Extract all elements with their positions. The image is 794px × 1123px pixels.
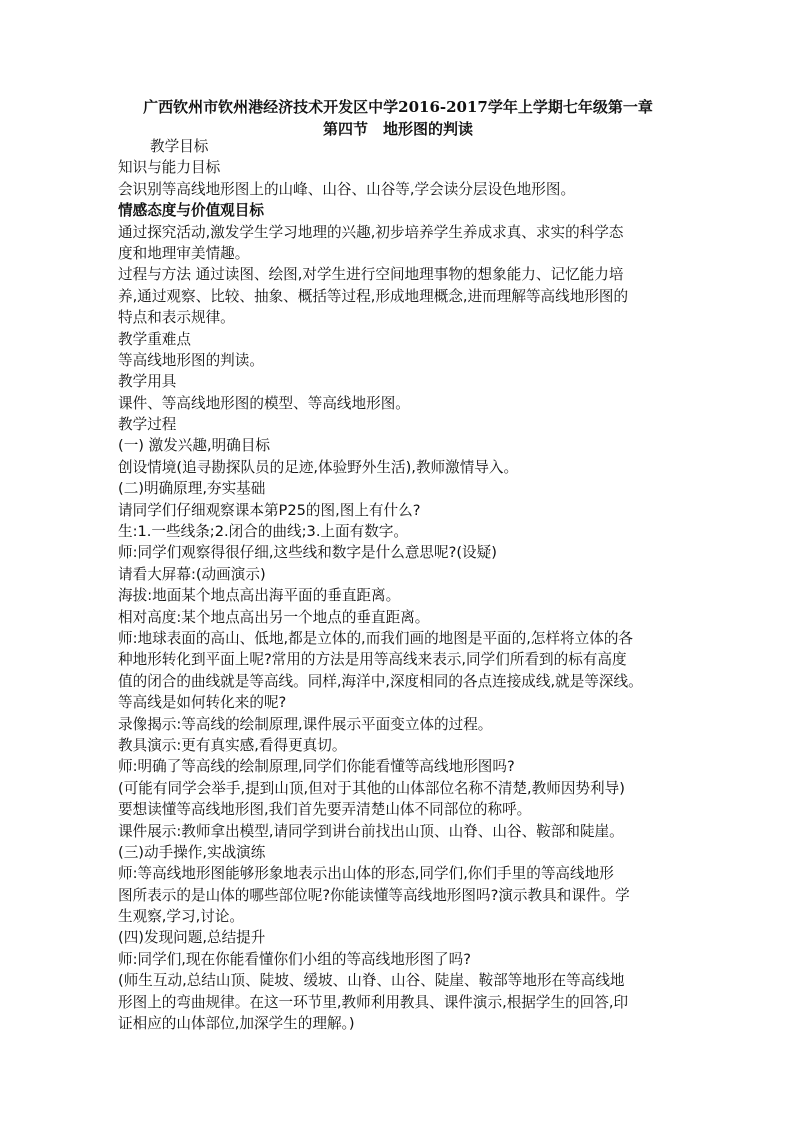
body-line: 师:等高线地形图能够形象地表示出山体的形态,同学们,你们手里的等高线地形 xyxy=(118,865,614,883)
body-line: 请看大屏幕:(动画演示) xyxy=(118,565,266,583)
body-line: 会识别等高线地形图上的山峰、山谷、山谷等,学会读分层设色地形图。 xyxy=(118,180,576,198)
document-title-line-1: 广西钦州市钦州港经济技术开发区中学2016-2017学年上学期七年级第一章 xyxy=(143,98,653,116)
body-line: (师生互动,总结山顶、陡坡、缓坡、山脊、山谷、陡崖、鞍部等地形在等高线地 xyxy=(118,972,625,990)
body-line: 师:明确了等高线的绘制原理,同学们你能看懂等高线地形图吗? xyxy=(118,758,515,776)
document-body xyxy=(118,136,678,1034)
body-line: 养,通过观察、比较、抽象、概括等过程,形成地理概念,进而理解等高线地形图的 xyxy=(118,287,629,305)
body-line: 值的闭合的曲线就是等高线。同样,海洋中,深度相同的各点连接成线,就是等深线。 xyxy=(118,672,643,690)
body-line: 海拔:地面某个地点高出海平面的垂直距离。 xyxy=(118,587,401,605)
heading-teaching-aids: 教学用具 xyxy=(118,373,177,391)
body-line: 课件、等高线地形图的模型、等高线地形图。 xyxy=(118,394,410,412)
body-line: 录像揭示:等高线的绘制原理,课件展示平面变立体的过程。 xyxy=(118,715,493,733)
body-line: 课件展示:教师拿出模型,请同学到讲台前找出山顶、山脊、山谷、鞍部和陡崖。 xyxy=(118,822,624,840)
body-line: 师:地球表面的高山、低地,都是立体的,而我们画的地图是平面的,怎样将立体的各 xyxy=(118,629,634,647)
body-line: 证相应的山体部位,加深学生的理解。) xyxy=(118,1015,355,1033)
section-heading-3: (三)动手操作,实战演练 xyxy=(118,843,266,861)
body-line: 等高线地形图的判读。 xyxy=(118,351,264,369)
body-line: 过程与方法 通过读图、绘图,对学生进行空间地理事物的想象能力、记忆能力培 xyxy=(118,266,624,284)
body-line: 师:同学们观察得很仔细,这些线和数字是什么意思呢?(设疑) xyxy=(118,544,497,562)
heading-emotion-values: 情感态度与价值观目标 xyxy=(118,202,264,220)
document-title-line-2: 第四节 地形图的判读 xyxy=(322,120,473,138)
body-line: 师:同学们,现在你能看懂你们小组的等高线地形图了吗? xyxy=(118,950,471,968)
body-line: 生:1.一些线条;2.闭合的曲线;3.上面有数字。 xyxy=(118,523,409,541)
section-heading-4: (四)发现问题,总结提升 xyxy=(118,929,266,947)
heading-teaching-objectives: 教学目标 xyxy=(150,138,209,155)
body-line: 度和地理审美情趣。 xyxy=(118,244,250,262)
section-heading-1: (一) 激发兴趣,明确目标 xyxy=(118,437,271,455)
body-line: 要想读懂等高线地形图,我们首先要弄清楚山体不同部位的称呼。 xyxy=(118,801,532,819)
section-heading-2: (二)明确原理,夯实基础 xyxy=(118,480,266,498)
body-line: 种地形转化到平面上呢?常用的方法是用等高线来表示,同学们所看到的标有高度 xyxy=(118,651,627,669)
body-line: 相对高度:某个地点高出另一个地点的垂直距离。 xyxy=(118,608,430,626)
body-line: 等高线是如何转化来的呢? xyxy=(118,694,287,712)
body-line: 形图上的弯曲规律。在这一环节里,教师利用教具、课件演示,根据学生的回答,印 xyxy=(118,993,629,1011)
body-line: 图所表示的是山体的哪些部位呢?你能读懂等高线地形图吗?演示教具和课件。学 xyxy=(118,886,630,904)
body-line: 教具演示:更有真实感,看得更真切。 xyxy=(118,736,347,754)
body-line: 创设情境(追寻勘探队员的足迹,体验野外生活),教师激情导入。 xyxy=(118,458,519,476)
heading-key-difficulties: 教学重难点 xyxy=(118,330,191,348)
body-line: 生观察,学习,讨论。 xyxy=(118,908,245,926)
body-line: 请同学们仔细观察课本第P25的图,图上有什么? xyxy=(118,501,421,519)
body-line: 通过探究活动,激发学生学习地理的兴趣,初步培养学生养成求真、求实的科学态 xyxy=(118,223,624,241)
body-line: (可能有同学会举手,提到山顶,但对于其他的山体部位名称不清楚,教师因势利导) xyxy=(118,779,625,797)
heading-knowledge-ability: 知识与能力目标 xyxy=(118,159,221,177)
heading-teaching-process: 教学过程 xyxy=(118,416,177,434)
body-line: 特点和表示规律。 xyxy=(118,309,235,327)
